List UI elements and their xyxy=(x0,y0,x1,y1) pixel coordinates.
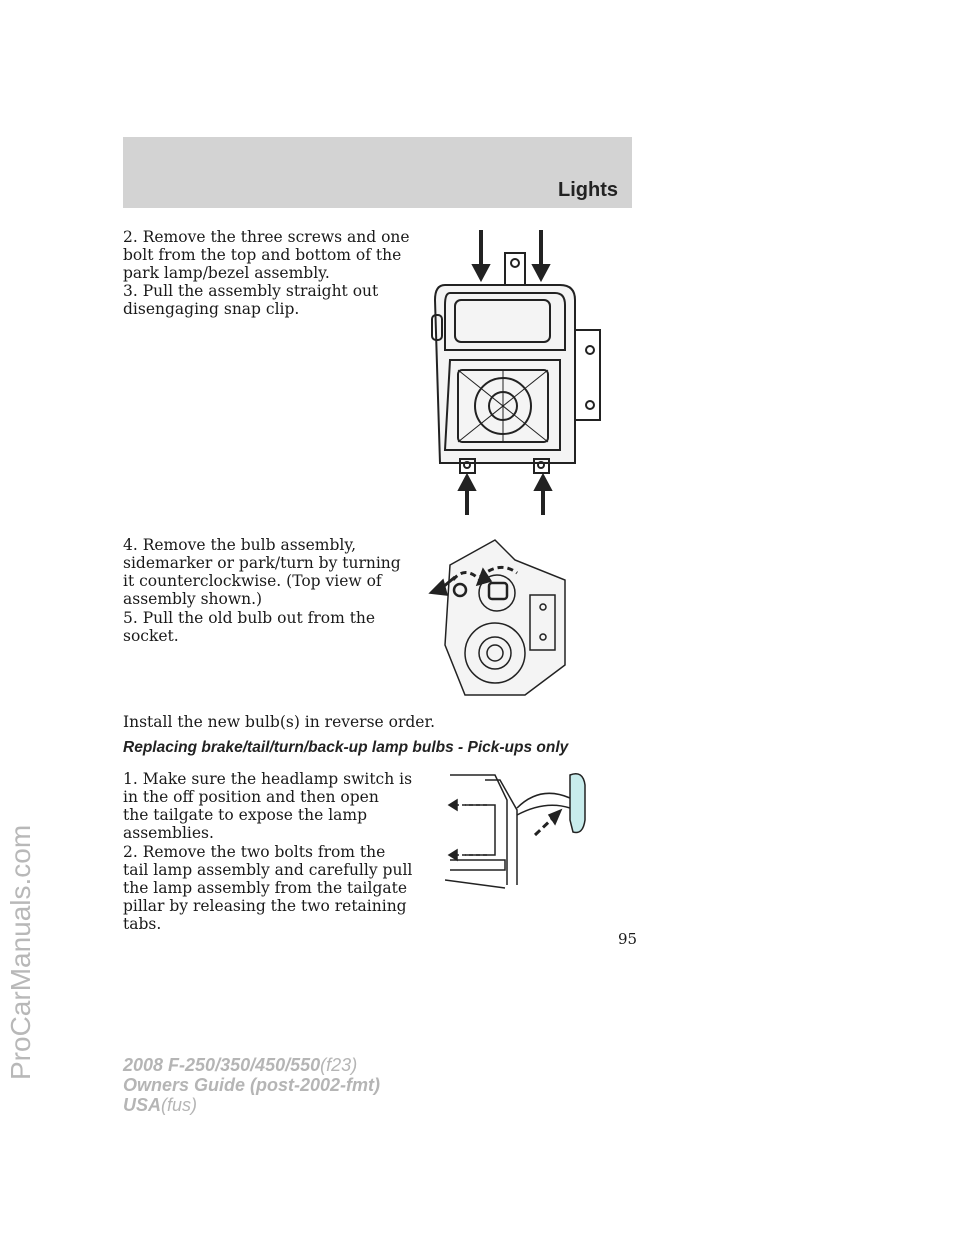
text-line: tail lamp assembly and carefully pull xyxy=(123,861,413,879)
text-line: it counterclockwise. (Top view of xyxy=(123,572,382,590)
text-line: socket. xyxy=(123,627,179,645)
tail-lamp-removal-illustration xyxy=(445,760,595,890)
text-line: in the off position and then open xyxy=(123,788,379,806)
text-line: assemblies. xyxy=(123,824,214,842)
text-line: the tailgate to expose the lamp xyxy=(123,806,368,824)
text-line: 1. Make sure the headlamp switch is xyxy=(123,770,413,788)
step-5-text xyxy=(123,609,375,645)
document-footer xyxy=(123,1055,380,1115)
text-line: 4. Remove the bulb assembly, xyxy=(123,536,356,554)
page-number: 95 xyxy=(618,930,638,948)
pickup-step-2-text xyxy=(123,843,412,933)
section-header-band xyxy=(123,137,632,208)
watermark-text: ProCarManuals.com xyxy=(5,824,36,1080)
footer-region-code: (fus) xyxy=(161,1095,198,1115)
step-2-text xyxy=(123,228,410,282)
footer-region: USA xyxy=(123,1095,162,1115)
text-line: pillar by releasing the two retaining xyxy=(123,897,407,915)
text-line: bolt from the top and bottom of the xyxy=(123,246,402,264)
text-line: the lamp assembly from the tailgate xyxy=(123,879,408,897)
text-line: 2. Remove the three screws and one xyxy=(123,228,410,246)
text-line: park lamp/bezel assembly. xyxy=(123,264,330,282)
step-4-text xyxy=(123,536,401,608)
text-line: tabs. xyxy=(123,915,162,933)
text-line: disengaging snap clip. xyxy=(123,300,300,318)
text-line: 3. Pull the assembly straight out xyxy=(123,282,379,300)
step-3-text xyxy=(123,282,378,318)
footer-model: 2008 F-250/350/450/550 xyxy=(123,1055,321,1075)
pickup-section-heading: Replacing brake/tail/turn/back-up lamp bulbs - Pick-ups only xyxy=(123,739,569,756)
text-line: assembly shown.) xyxy=(123,590,263,608)
footer-guide: Owners Guide (post-2002-fmt) xyxy=(123,1075,381,1095)
bulb-socket-top-view-illustration xyxy=(425,535,575,705)
footer-model-code: (f23) xyxy=(320,1055,358,1075)
text-line: 5. Pull the old bulb out from the xyxy=(123,609,376,627)
pickup-step-1-text xyxy=(123,770,412,842)
text-line: 2. Remove the two bolts from the xyxy=(123,843,386,861)
park-lamp-assembly-illustration xyxy=(410,225,610,520)
section-title: Lights xyxy=(558,179,618,201)
text-line: sidemarker or park/turn by turning xyxy=(123,554,401,572)
install-text: Install the new bulb(s) in reverse order. xyxy=(123,713,436,731)
